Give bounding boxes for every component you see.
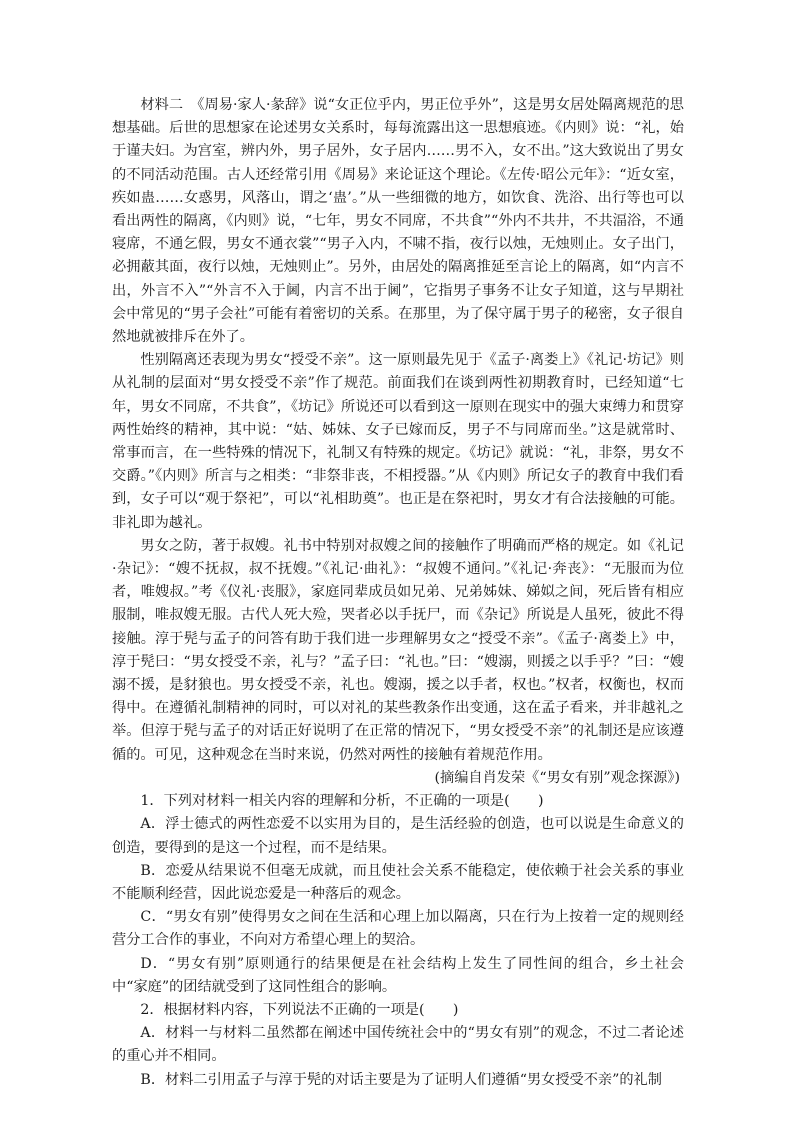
- source-citation: (摘编自肖发荣《“男女有别”观念探源》): [434, 769, 680, 786]
- material2-paragraph-2: 性别隔离还表现为男女“授受不亲”。这一原则最先见于《孟子·离娄上》《礼记·坊记》则从礼制的层面对“男女授受不亲”作了规范。前面我们在谈到两性初期教育时，已经知道“七年，男女不同席，不共食”，《坊记》所说还可以看到这一原则在现实中的强大束缚力和贯穿两性始终的精神，其中说：“姑、姊妹、女子已嫁而反，男子不与同席而坐。”这是就常时、常事而言，在一些特殊的情况下，礼制又有特殊的规定。《坊记》就说：“礼，非祭，男女不交爵。”《内则》所言与之相类：“非祭非丧，不相授器。”从《内则》所记女子的教育中我们看到，女子可以“观于祭祀”，可以“礼相助奠”。也正是在祭祀时，男女才有合法接触的可能。非礼即为越礼。: [112, 352, 684, 531]
- material2-paragraph-3: 男女之防，著于叔嫂。礼书中特别对叔嫂之间的接触作了明确而严格的规定。如《礼记·杂记》：“嫂不抚叔，叔不抚嫂。”《礼记·曲礼》：“叔嫂不通问。”《礼记·奔丧》：“无服而为位者，唯嫂叔。”考《仪礼·丧服》，家庭同辈成员如兄弟、兄弟姊妹、娣姒之间，死后皆有相应服制，唯叔嫂无服。古代人死大殓，哭者必以手抚尸，而《杂记》所说是人虽死，彼此不得接触。淳于髡与孟子的问答有助于我们进一步理解男女之“授受不亲”。《孟子·离娄上》中，淳于髡曰：“男女授受不亲，礼与？”孟子曰：“礼也。”曰：“嫂溺，则援之以手乎？”曰：“嫂溺不援，是豺狼也。男女授受不亲，礼也。嫂溺，援之以手者，权也。”权者，权衡也，权而得中。在遵循礼制精神的同时，可以对礼的某些教条作出变通，这在孟子看来，并非越礼之举。但淳于髡与孟子的对话正好说明了在正常的情况下，“男女授受不亲”的礼制还是应该遵循的。可见，这种观念在当时来说，仍然对两性的接触有着规范作用。: [112, 537, 684, 763]
- question-1-stem: 1．下列对材料一相关内容的理解和分析，不正确的一项是( ): [140, 793, 544, 810]
- question-1-option-a: A．浮士德式的两性恋爱不以实用为目的，是生活经验的创造，也可以说是生命意义的创造，要得到的是这一个过程，而不是结果。: [112, 816, 684, 856]
- document-page: [112, 94, 684, 1092]
- question-1-option-b: B．恋爱从结果说不但毫无成就，而且使社会关系不能稳定，使依赖于社会关系的事业不能顺利经营，因此说恋爱是一种落后的观念。: [112, 862, 684, 902]
- question-1-option-c: C．“男女有别”使得男女之间在生活和心理上加以隔离，只在行为上按着一定的规则经营分工合作的事业，不向对方希望心理上的契洽。: [112, 909, 684, 949]
- question-1-option-d: D．“男女有别”原则通行的结果便是在社会结构上发生了同性间的组合，乡土社会中“家庭”的团结就受到了这同性组合的影响。: [112, 955, 684, 995]
- question-2-option-a: A．材料一与材料二虽然都在阐述中国传统社会中的“男女有别”的观念，不过二者论述的重心并不相同。: [112, 1025, 684, 1065]
- question-2-stem: 2．根据材料内容，下列说法不正确的一项是( ): [140, 1001, 459, 1018]
- question-2-option-b: B．材料二引用孟子与淳于髡的对话主要是为了证明人们遵循“男女授受不亲”的礼制: [140, 1071, 662, 1088]
- material2-paragraph-1: 材料二 《周易·家人·彖辞》说“女正位乎内，男正位乎外”，这是男女居处隔离规范的思想基础。后世的思想家在论述男女关系时，每每流露出这一思想痕迹。《内则》说：“礼，始于谨夫妇。为宫室，辨内外，男子居外，女子居内……男不入，女不出。”这大致说出了男女的不同活动范围。古人还经常引用《周易》来论证这个理论。《左传·昭公元年》：“近女室，疾如蛊……女惑男，风落山，谓之‘蛊’。”从一些细微的地方，如饮食、洗浴、出行等也可以看出两性的隔离，《内则》说，“七年，男女不同席，不共食”“外内不共井，不共湢浴，不通寝席，不通乞假，男女不通衣裳”“男子入内，不啸不指，夜行以烛，无烛则止。女子出门，必拥蔽其面，夜行以烛，无烛则止”。另外，由居处的隔离推延至言论上的隔离，如“内言不出，外言不入”“外言不入于阃，内言不出于阃”，它指男子事务不让女子知道，这与早期社会中常见的“男子会社”可能有着密切的关系。在那里，为了保守属于男子的秘密，女子很自然地就被排斥在外了。: [112, 97, 684, 346]
